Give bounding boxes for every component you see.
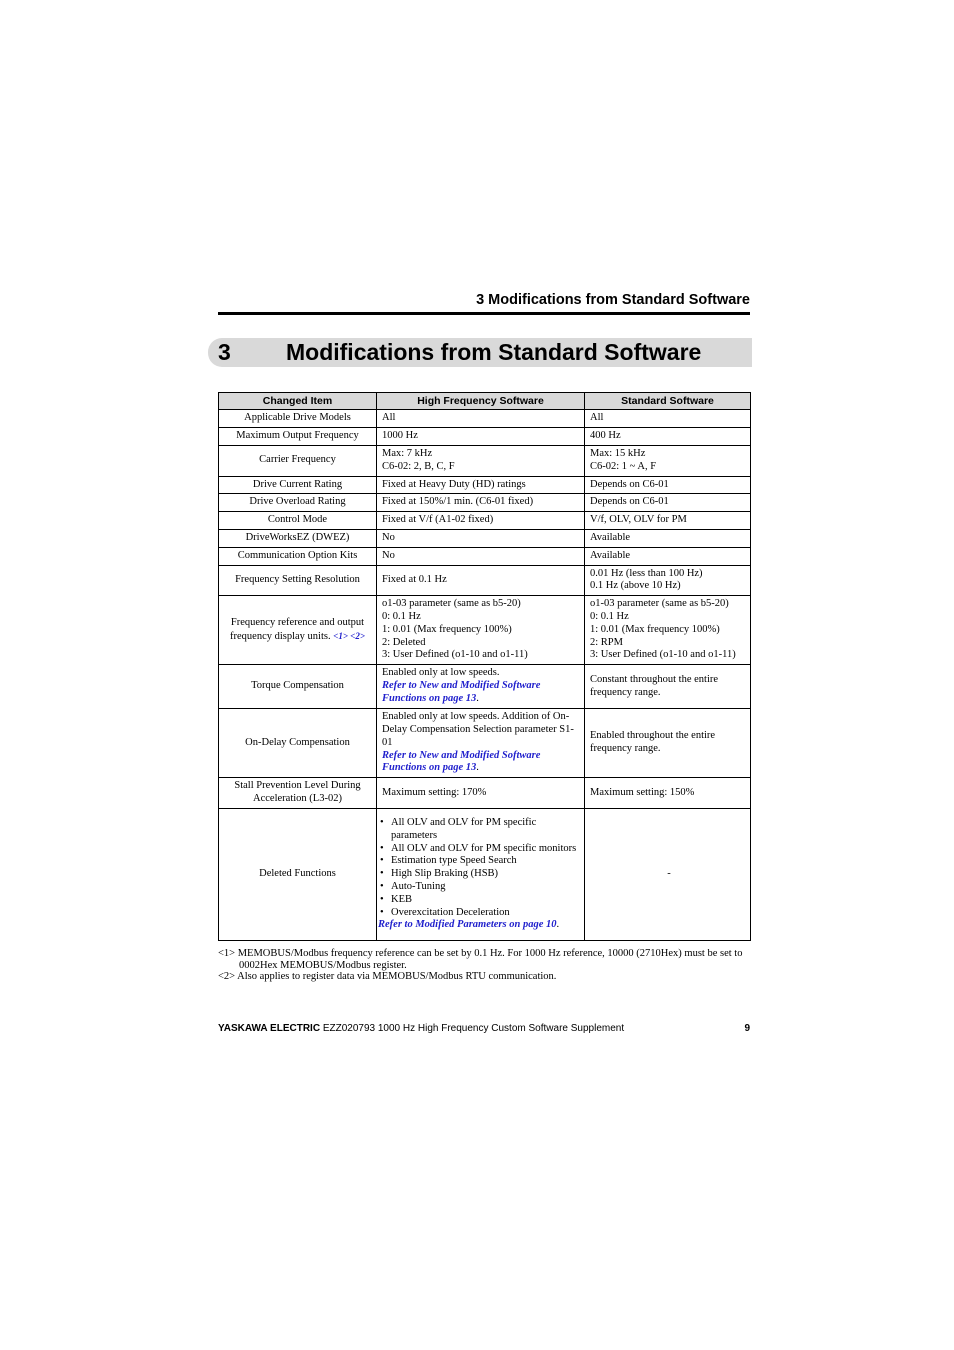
table-header-row bbox=[219, 393, 751, 410]
header-rule bbox=[218, 312, 750, 315]
page-number: 9 bbox=[744, 1023, 750, 1034]
standard-cell: Depends on C6-01 bbox=[585, 494, 751, 512]
standard-cell: 0.01 Hz (less than 100 Hz) 0.1 Hz (above 10 Hz) bbox=[585, 565, 751, 596]
changed-item-cell: Maximum Output Frequency bbox=[219, 427, 377, 445]
high-frequency-cell: Enabled only at low speeds. Refer to New and Modified Software Functions on page 13. bbox=[377, 665, 585, 709]
standard-cell: o1-03 parameter (same as b5-20) 0: 0.1 Hz 1: 0.01 (Max frequency 100%) 2: RPM 3: User Defined (o1-10 and o1-11) bbox=[585, 596, 751, 665]
high-frequency-cell: No bbox=[377, 547, 585, 565]
changed-item-cell: Frequency reference and output frequency display units. <1> <2> bbox=[219, 596, 377, 665]
high-frequency-cell: Max: 7 kHz C6-02: 2, B, C, F bbox=[377, 445, 585, 476]
changed-item-cell: Drive Current Rating bbox=[219, 476, 377, 494]
table-row bbox=[219, 596, 751, 665]
changed-item-cell: Frequency Setting Resolution bbox=[219, 565, 377, 596]
list-item: • High Slip Braking (HSB) bbox=[380, 868, 499, 880]
footnote-reference-link[interactable]: <1> <2> bbox=[333, 630, 365, 641]
standard-cell: Available bbox=[585, 547, 751, 565]
cross-reference-link[interactable]: Refer to Modified Parameters on page 10 bbox=[378, 919, 557, 931]
page-footer bbox=[218, 1023, 750, 1035]
table-row bbox=[219, 565, 751, 596]
table-row bbox=[219, 476, 751, 494]
table-row bbox=[219, 547, 751, 565]
standard-cell: Available bbox=[585, 529, 751, 547]
high-frequency-cell: o1-03 parameter (same as b5-20) 0: 0.1 Hz 1: 0.01 (Max frequency 100%) 2: Deleted 3: User Defined (o1-10 and o1-11) bbox=[377, 596, 585, 665]
deleted-functions-list bbox=[378, 817, 582, 919]
standard-cell: V/f, OLV, OLV for PM bbox=[585, 512, 751, 530]
standard-cell: Max: 15 kHz C6-02: 1 ~ A, F bbox=[585, 445, 751, 476]
footnote-2: <2> Also applies to register data via MEMOBUS/Modbus RTU communication. bbox=[218, 971, 557, 982]
changed-item-cell: Stall Prevention Level During Acceleration (L3-02) bbox=[219, 778, 377, 809]
table-row bbox=[219, 512, 751, 530]
high-frequency-cell: 1000 Hz bbox=[377, 427, 585, 445]
table-row bbox=[219, 494, 751, 512]
list-item: • KEB bbox=[380, 893, 412, 905]
changed-item-cell: Carrier Frequency bbox=[219, 445, 377, 476]
standard-cell: Depends on C6-01 bbox=[585, 476, 751, 494]
table-row bbox=[219, 709, 751, 778]
table-row bbox=[219, 410, 751, 428]
standard-cell: 400 Hz bbox=[585, 427, 751, 445]
list-item: • Overexcitation Deceleration bbox=[380, 906, 510, 918]
table-row bbox=[219, 778, 751, 809]
table-row bbox=[219, 445, 751, 476]
changed-item-cell: DriveWorksEZ (DWEZ) bbox=[219, 529, 377, 547]
cross-reference-link[interactable]: Refer to New and Modified Software Functions on page 13 bbox=[382, 749, 541, 774]
high-frequency-cell: All bbox=[377, 410, 585, 428]
cross-reference-link[interactable]: Refer to New and Modified Software Functions on page 13 bbox=[382, 680, 541, 705]
changed-item-cell: Drive Overload Rating bbox=[219, 494, 377, 512]
high-frequency-cell: • All OLV and OLV for PM specific parameters • All OLV and OLV for PM specific monitors • Estimation type Speed Search • High Slip Braking (HSB) • Auto-Tuning • KEB • Overexcitation Deceleration Refer to Modified Parameters on page 10. bbox=[377, 809, 585, 941]
column-header-high-frequency: High Frequency Software bbox=[377, 393, 585, 410]
section-number: 3 bbox=[218, 339, 231, 365]
changed-item-cell: Deleted Functions bbox=[219, 809, 377, 941]
changed-item-cell: On-Delay Compensation bbox=[219, 709, 377, 778]
footnote-1: <1> MEMOBUS/Modbus frequency reference can be set by 0.1 Hz. For 1000 Hz reference, 10000 (2710Hex) must be set to 0002Hex MEMOBUS/Modbus register. bbox=[218, 948, 743, 971]
standard-cell: - bbox=[585, 809, 751, 941]
high-frequency-cell: Fixed at V/f (A1-02 fixed) bbox=[377, 512, 585, 530]
high-frequency-cell: Enabled only at low speeds. Addition of On-Delay Compensation Selection parameter S1-01 Refer to New and Modified Software Functions on page 13. bbox=[377, 709, 585, 778]
changed-item-cell: Torque Compensation bbox=[219, 665, 377, 709]
standard-cell: Maximum setting: 150% bbox=[585, 778, 751, 809]
changed-item-cell: Applicable Drive Models bbox=[219, 410, 377, 428]
table-row bbox=[219, 665, 751, 709]
footer-document-title: EZZ020793 1000 Hz High Frequency Custom Software Supplement bbox=[320, 1023, 625, 1034]
footnotes bbox=[218, 948, 750, 983]
table-row bbox=[219, 427, 751, 445]
high-frequency-cell: Maximum setting: 170% bbox=[377, 778, 585, 809]
column-header-changed-item: Changed Item bbox=[219, 393, 377, 410]
table-row bbox=[219, 529, 751, 547]
standard-cell: Enabled throughout the entire frequency range. bbox=[585, 709, 751, 778]
high-frequency-cell: No bbox=[377, 529, 585, 547]
list-item: • All OLV and OLV for PM specific monitors bbox=[380, 842, 577, 854]
table-row bbox=[219, 809, 751, 941]
running-header: 3 Modifications from Standard Software bbox=[476, 292, 750, 308]
list-item: • Auto-Tuning bbox=[380, 881, 446, 893]
list-item: • Estimation type Speed Search bbox=[380, 855, 517, 867]
column-header-standard: Standard Software bbox=[585, 393, 751, 410]
footer-brand: YASKAWA ELECTRIC bbox=[218, 1023, 321, 1034]
high-frequency-cell: Fixed at 150%/1 min. (C6-01 fixed) bbox=[377, 494, 585, 512]
high-frequency-cell: Fixed at 0.1 Hz bbox=[377, 565, 585, 596]
standard-cell: Constant throughout the entire frequency range. bbox=[585, 665, 751, 709]
changed-item-cell: Communication Option Kits bbox=[219, 547, 377, 565]
section-title: Modifications from Standard Software bbox=[286, 339, 702, 365]
high-frequency-cell: Fixed at Heavy Duty (HD) ratings bbox=[377, 476, 585, 494]
comparison-table bbox=[218, 392, 751, 941]
standard-cell: All bbox=[585, 410, 751, 428]
changed-item-cell: Control Mode bbox=[219, 512, 377, 530]
list-item: • All OLV and OLV for PM specific parameters bbox=[380, 817, 537, 841]
